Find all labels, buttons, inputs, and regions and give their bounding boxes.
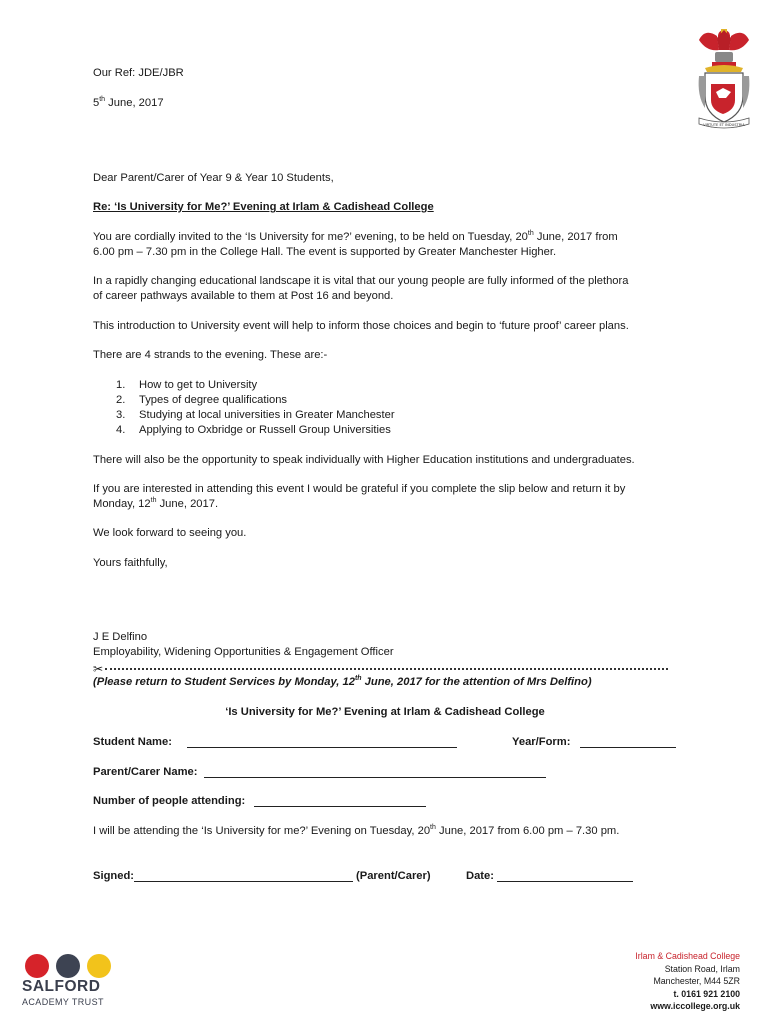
parent-name-field[interactable] [204, 777, 546, 778]
date-suffix: th [99, 96, 106, 103]
slip-return-note [93, 675, 592, 690]
return-line-2 [93, 497, 625, 512]
paragraph-strands-intro: There are 4 strands to the evening. These are:- [93, 349, 328, 361]
list-text: Studying at local universities in Greater Manchester [139, 409, 395, 421]
attendance-sup: th [430, 824, 436, 831]
return-line-1: If you are interested in attending this event I would be grateful if you complete the slip below and return it by [93, 483, 626, 495]
attendance-text-b: June, 2017 from 6.00 pm – 7.30 pm. [435, 825, 620, 837]
return-note-a: (Please return to Student Services by Monday, 12 [93, 676, 355, 688]
date-rest: June, 2017 [105, 97, 164, 109]
student-name-field[interactable] [187, 747, 457, 748]
signature-field[interactable] [134, 881, 353, 882]
letter-subject: Re: ‘Is University for Me?’ Evening at Irlam & Cadishead College [93, 201, 434, 213]
invitation-text-b: June, 2017 from [533, 231, 618, 243]
list-number: 3. [116, 409, 126, 421]
college-website[interactable]: www.iccollege.org.uk [650, 1001, 740, 1011]
attendance-statement [93, 824, 619, 839]
parent-name-label: Parent/Carer Name: [93, 766, 198, 778]
address-city: Manchester, M44 5ZR [653, 976, 740, 986]
list-number: 2. [116, 394, 126, 406]
student-name-label: Student Name: [93, 736, 172, 748]
letter-date [93, 96, 164, 111]
reference [93, 66, 184, 81]
list-text: Applying to Oxbridge or Russell Group Universities [139, 424, 391, 436]
crest-motto: VIRTUTE ET INDUSTRIA [703, 123, 745, 127]
college-address [635, 950, 740, 1013]
list-number: 4. [116, 424, 126, 436]
paragraph-invitation [93, 230, 618, 260]
return-note-sup: th [354, 675, 362, 682]
attendance-text-a: I will be attending the ‘Is University for me?’ Evening on Tuesday, 20 [93, 825, 431, 837]
college-name: Irlam & Cadishead College [635, 951, 740, 961]
list-text: Types of degree qualifications [139, 394, 288, 406]
return-note-b: June, 2017 for the attention of Mrs Delfino) [361, 676, 592, 688]
college-phone: t. 0161 921 2100 [673, 988, 740, 999]
return-text-b: June, 2017. [156, 498, 219, 510]
people-attending-label: Number of people attending: [93, 795, 246, 807]
invitation-line-1 [93, 230, 618, 245]
signer-name: J E Delfino [93, 631, 148, 643]
date-field[interactable] [497, 881, 633, 882]
year-form-label: Year/Form: [512, 736, 571, 748]
salutation: Dear Parent/Carer of Year 9 & Year 10 Students, [93, 172, 334, 184]
dotted-line [105, 659, 668, 670]
scissors-icon: ✂ [93, 662, 104, 673]
people-attending-field[interactable] [254, 806, 426, 807]
reference-text: Our Ref: JDE/JBR [93, 67, 184, 79]
invitation-text-a: You are cordially invited to the ‘Is University for me?’ evening, to be held on Tuesday, 20 [93, 231, 528, 243]
closing: Yours faithfully, [93, 557, 168, 569]
list-number: 1. [116, 379, 126, 391]
date-label: Date: [466, 870, 494, 882]
parent-carer-label: (Parent/Carer) [356, 870, 431, 882]
year-form-field[interactable] [580, 747, 676, 748]
return-sup: th [150, 497, 157, 504]
college-crest [695, 26, 753, 132]
logo-wordmark: SALFORD [22, 978, 101, 995]
invitation-sup: th [527, 230, 534, 237]
logo-subtitle: ACADEMY TRUST [22, 997, 104, 1007]
return-text-a: Monday, 12 [93, 498, 151, 510]
context-line-2: of career pathways available to them at Post 16 and beyond. [93, 290, 394, 302]
address-street: Station Road, Irlam [664, 963, 740, 974]
signer-title: Employability, Widening Opportunities & Engagement Officer [93, 646, 394, 658]
signed-label: Signed: [93, 870, 135, 882]
slip-title: ‘Is University for Me?’ Evening at Irlam & Cadishead College [225, 706, 545, 718]
paragraph-look-forward: We look forward to seeing you. [93, 527, 247, 539]
date-day: 5 [93, 97, 100, 109]
paragraph-introduction: This introduction to University event will help to inform those choices and begin to ‘future proof’ career plans. [93, 320, 629, 332]
paragraph-context [93, 274, 628, 304]
logo-dot-yellow [87, 954, 111, 978]
invitation-line-2: 6.00 pm – 7.30 pm in the College Hall. The event is supported by Greater Manchester Higher. [93, 246, 557, 258]
cut-line [93, 659, 678, 673]
logo-dot-grey [56, 954, 80, 978]
paragraph-return [93, 482, 625, 512]
paragraph-opportunity: There will also be the opportunity to speak individually with Higher Education institutions and undergraduates. [93, 454, 635, 466]
logo-dot-red [25, 954, 49, 978]
list-text: How to get to University [139, 379, 258, 391]
context-line-1: In a rapidly changing educational landscape it is vital that our young people are fully informed of the plethora [93, 275, 629, 287]
